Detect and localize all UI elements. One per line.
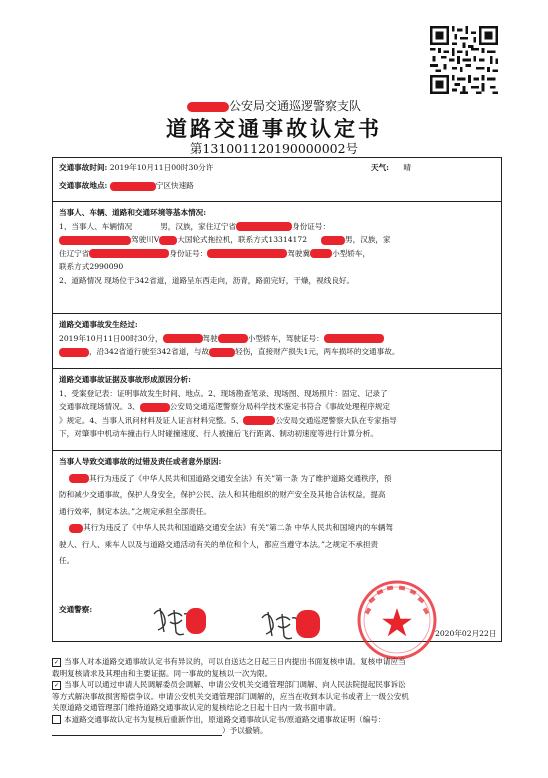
redaction [163,334,203,343]
redaction [243,416,275,425]
redaction [236,222,292,231]
accident-report-form [52,157,502,642]
officer-signature-1 [150,600,210,640]
checkbox-unchecked[interactable] [52,715,61,724]
redaction [324,334,384,343]
weather-row: 天气: 晴 [371,163,412,172]
redaction [69,524,83,533]
section-heading: 当事人、车辆、道路和交通环境等基本情况: [59,208,207,217]
parties-section: 当事人、车辆、道路和交通环境等基本情况: 1、当事人、车辆情况 男，汉族，家住辽宁省 身份证号： 驾驶川V 大国轮式拖拉机，联系方式13314172 男，汉族，家 住辽宁省 身份证号： 驾驶冀 小型轿车， 联系方式2990090 2、道路情况 现场位于342省道，道路呈东西走向，沥青，路面完好，干燥，视线良好。 [53,201,501,313]
section-heading: 道路交通事故发生经过: [59,320,138,329]
section-heading: 当事人导致交通事故的过错及责任或者意外原因: [59,457,222,466]
qr-code [430,26,498,94]
checkbox-checked[interactable]: ✓ [53,681,60,689]
redaction [69,474,89,483]
evidence-section: 道路交通事故证据及事故形成原因分析: 1、受案登记表：证明事故发生时间、地点。2、现场勘查笔录、现场图、现场照片：固定、记录了 交通事故现场情况。3、 公安局交通巡逻警察分局科学技术鉴定书符合《事故处理程序规定 》规定。4、当事人讯问材料及证人证言材料完整。5、 公安局交通巡逻警察大队在专家指导 下，对肇事中机动车撞击行人时碰撞速度、行人被撞后飞行距离、制动初速度等进行计算分析。 [53,368,501,450]
redaction [207,249,287,258]
redaction [321,236,345,245]
document-title: 道路交通事故认定书 [166,116,382,141]
notices: ✓ 当事人对本道路交通事故认定书有异议的，可以自送达之日起三日内提出书面复核申请。复核申请应当 载明复核请求及其理由和主要证据。同一事故的复核以一次为限。 ✓ 当事人可以通过申请人民调解委员会调解、申请公安机关交通管理部门调解、向人民法院提起民事诉讼 等方式解决事故损害赔偿争议。申请公安机关交通管理部门调解的，应当在收到本认定书或者上一级公安机 关原道路交通管理部门维持道路交通事故认定的复核结论之日起十日内一致书面申请。 本道路交通事故认定书为复核后重新作出，原道路交通事故认定书/原道路交通事故证明（编号： ）予以撤销。 [52,656,502,737]
notice-3: 本道路交通事故认定书为复核后重新作出，原道路交通事故认定书/原道路交通事故证明（编号： [52,714,502,726]
redaction [159,236,177,245]
document-number: 第131001120190000002号 [189,141,359,156]
redaction [110,182,156,191]
process-section: 道路交通事故发生经过: 2019年10月11日00时30分， 驾驶 小型轿车，驾驶证号： ，沿342省道行驶至342省道，与故 轻伤，直接财产损失1元，两车损坏的交通事故。 [53,313,501,368]
number-blank [52,727,222,736]
redaction [59,348,89,357]
redaction [140,403,170,412]
official-seal-icon [355,578,439,662]
redaction [218,334,248,343]
accident-time-row: 交通事故时间: 2019年10月11日00时30分许 [59,163,214,172]
checkbox-checked[interactable]: ✓ [53,658,60,666]
section-heading: 道路交通事故证据及事故形成原因分析: [59,375,191,384]
notice-1: ✓ 当事人对本道路交通事故认定书有异议的，可以自送达之日起三日内提出书面复核申请。复核申请应当 [53,657,406,666]
accident-place: 宁区快速路 [155,181,194,190]
issue-date: 2020年02月22日 [435,629,497,638]
police-label: 交通警察: [59,605,93,614]
issuing-agency: 公安局交通巡逻警察支队 [0,97,548,114]
redaction [209,348,235,357]
fault-section: 当事人导致交通事故的过错及责任或者意外原因: 其行为违反了《中华人民共和国道路交通安全法》有关”第一条 为了维护道路交通秩序，预 防和减少交通事故，保护人身安全，保护公民、法人和其他组织的财产安全及其他合法权益，提高 通行效率，制定本法。”之规定承担全部责任。 其行为违反了《中华人民共和国道路交通安全法》有关”第二条 中华人民共和国境内的车辆驾 驶人、行人、乘车人以及与道路交通活动有关的单位和个人，都应当遵守本法。”之规定不承担责 任。 交通警察: 2020年02月22日 [53,450,501,641]
officer-signature-2 [258,604,324,644]
redaction [310,249,332,258]
accident-place-row: 交通事故地点: 宁区快速路 [59,181,194,190]
notice-2: ✓ 当事人可以通过申请人民调解委员会调解、申请公安机关交通管理部门调解、向人民法院提起民事诉讼 [53,680,406,689]
redaction [187,102,229,112]
accident-time: 2019年10月11日00时30分许 [109,163,214,172]
weather-value: 晴 [403,163,412,172]
redaction [89,249,169,258]
redaction [59,236,131,245]
